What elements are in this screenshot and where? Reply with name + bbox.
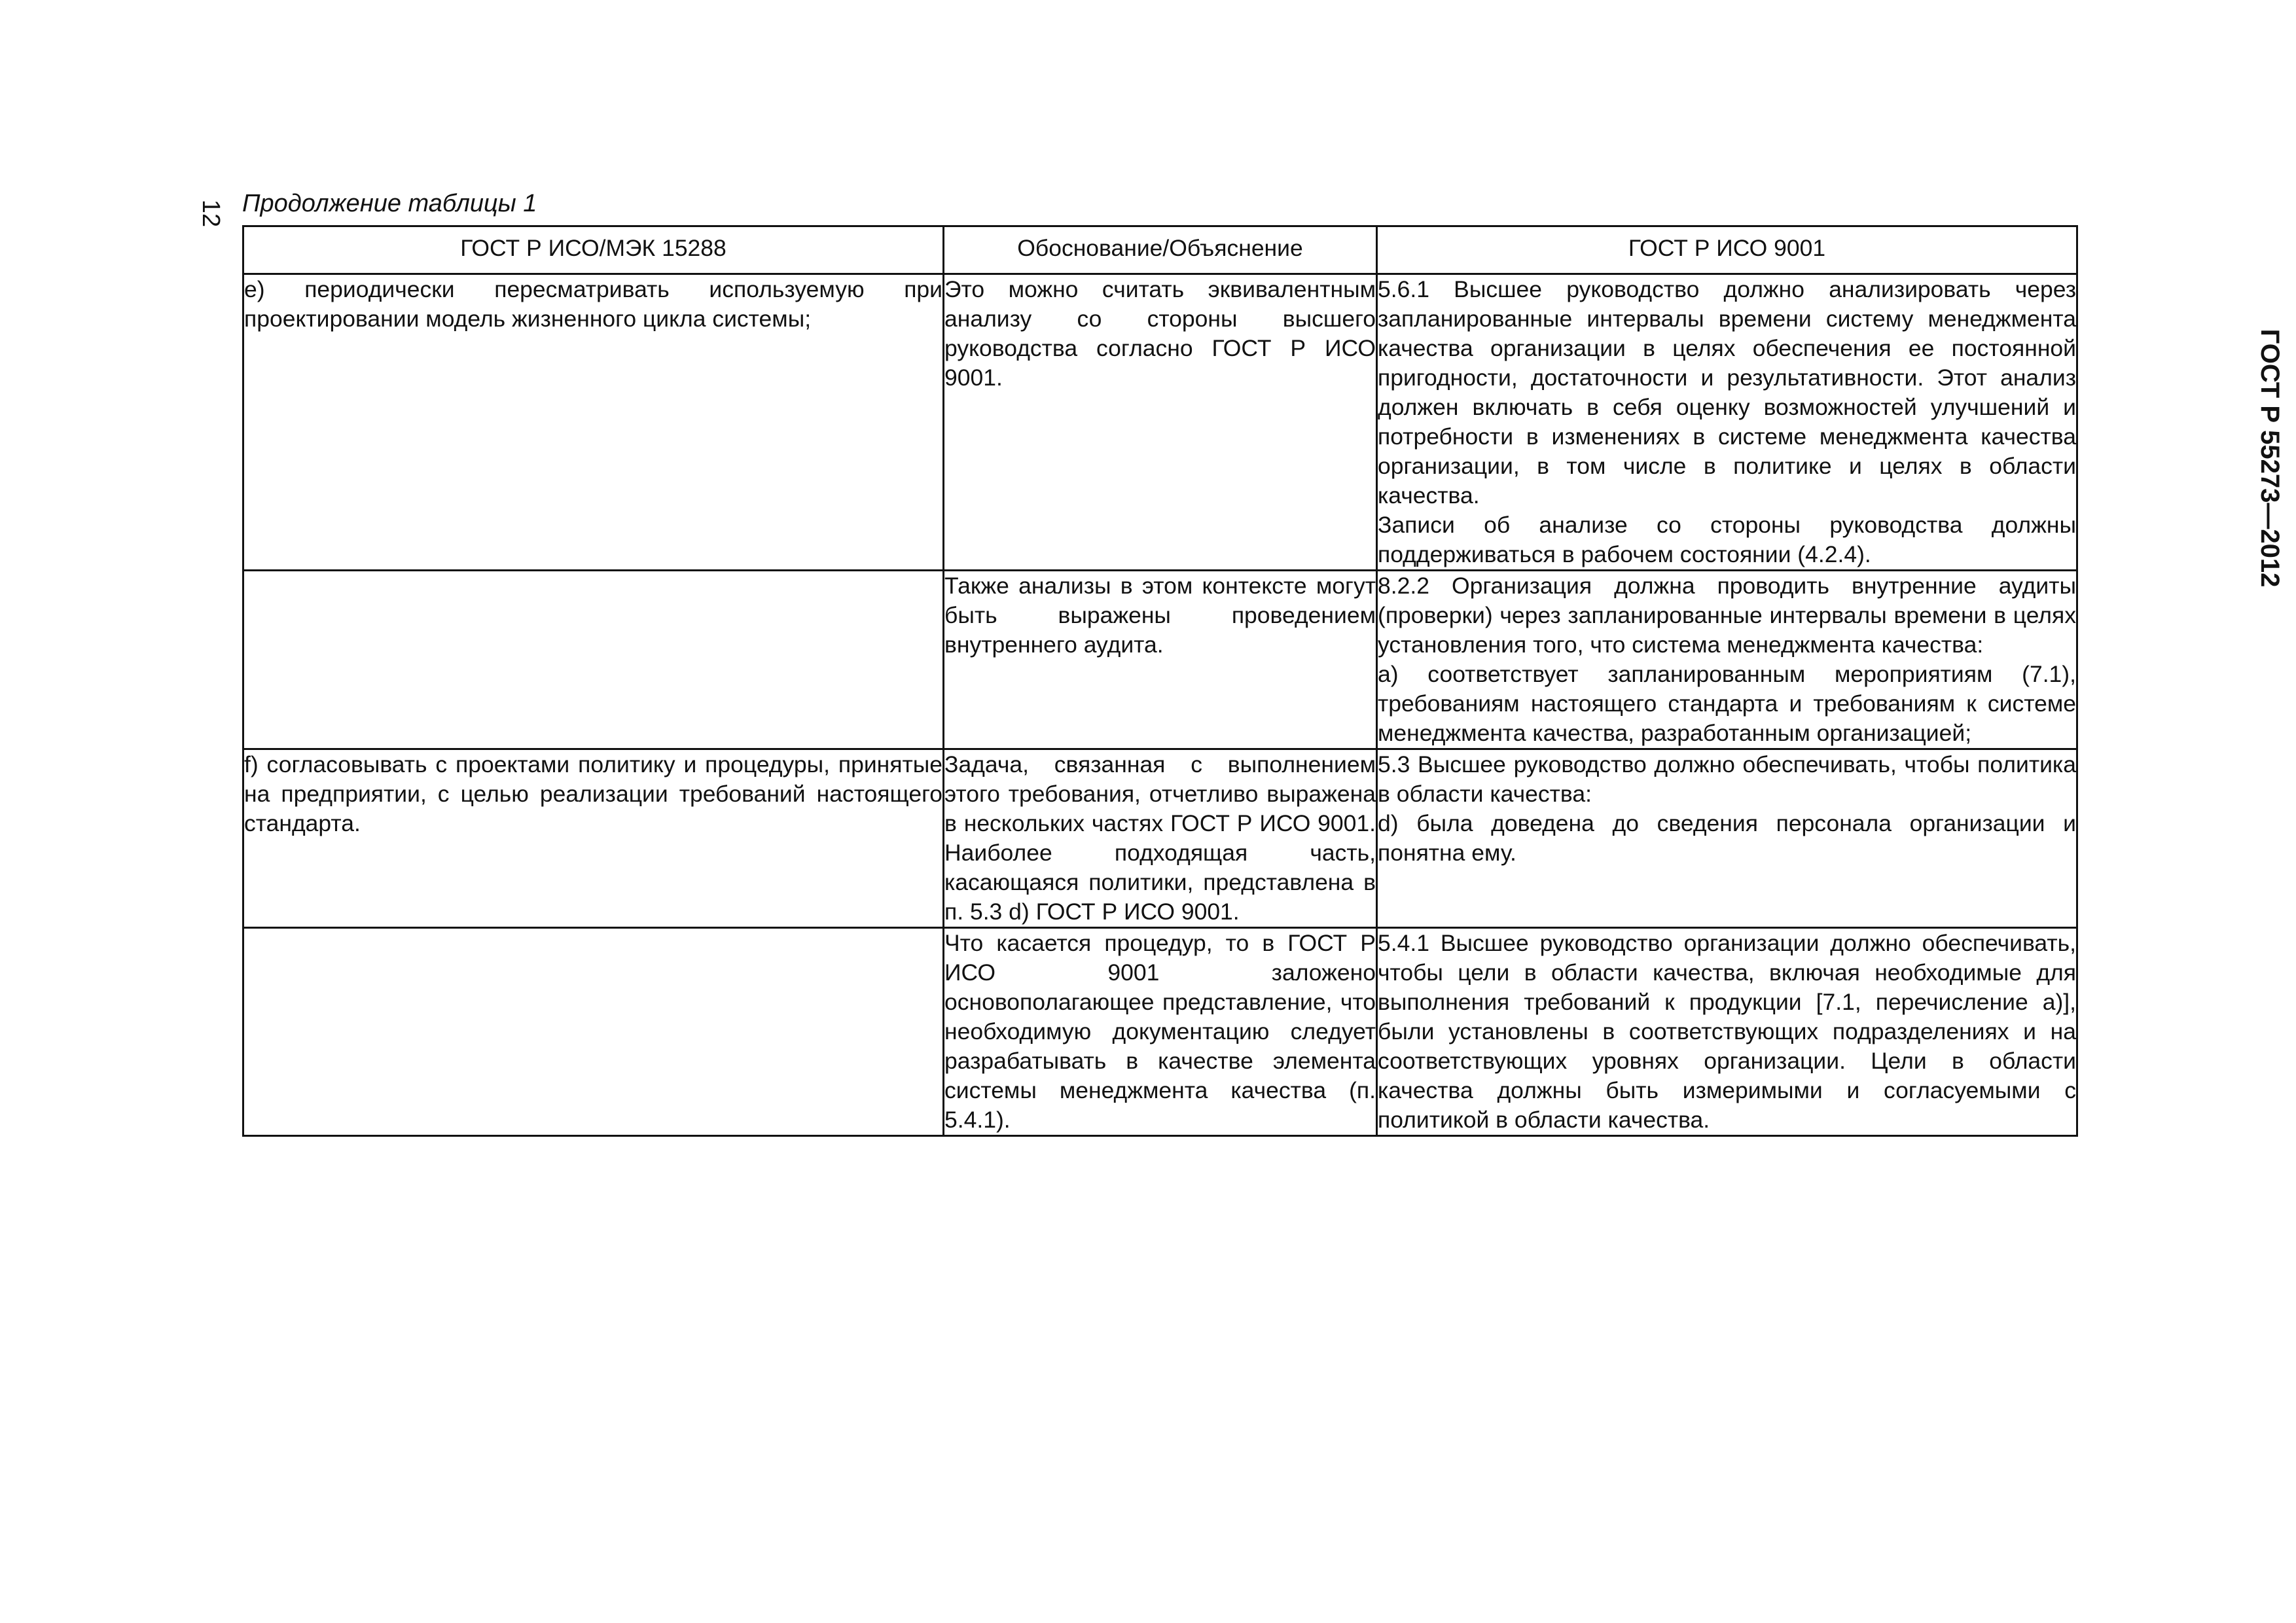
iso-9001-cell bbox=[1377, 928, 2077, 1136]
page-number: 12 bbox=[197, 199, 224, 228]
iso-9001-paragraph: d) была доведена до сведения персонала организации и понятна ему. bbox=[1378, 810, 2076, 866]
iso-9001-paragraph: 5.4.1 Высшее руководство организации должно обеспечивать, чтобы цели в области качества, включая необходимые для выполнения требований к продукции [7.1, перечисление а)], были установлены в соответствующих подразделениях и на соответствующих уровнях организации. Цели в области качества должны быть измеримыми и согласуемыми с политикой в области качества. bbox=[1378, 930, 2076, 1133]
explanation-text: Что касается процедур, то в ГОСТ Р ИСО 9001 заложено основополагающее представление, что необходимую документацию следует разрабатывать в качестве элемента системы менеджмента качества (п. 5.4.1). bbox=[944, 930, 1376, 1133]
comparison-table bbox=[242, 225, 2078, 1137]
table-row bbox=[243, 749, 2077, 928]
iso-9001-cell bbox=[1377, 749, 2077, 928]
table-row bbox=[243, 274, 2077, 571]
iso-9001-paragraph: 5.3 Высшее руководство должно обеспечивать, чтобы политика в области качества: bbox=[1378, 751, 2076, 807]
table-row bbox=[243, 571, 2077, 749]
iso-9001-paragraph: а) соответствует запланированным мероприятиям (7.1), требованиям настоящего стандарта и требованиям к системе менеджмента качества, разработанным организацией; bbox=[1378, 661, 2076, 746]
document-code: ГОСТ Р 55273—2012 bbox=[2255, 329, 2284, 588]
requirement-cell bbox=[243, 571, 944, 749]
table-header-row bbox=[243, 226, 2077, 274]
iso-9001-paragraph: Записи об анализе со стороны руководства должны поддерживаться в рабочем состоянии (4.2.4). bbox=[1378, 512, 2076, 567]
iso-9001-paragraph: 5.6.1 Высшее руководство должно анализировать через запланированные интервалы времени систему менеджмента качества организации в целях обеспечения ее постоянной пригодности, достаточности и результативности. Этот анализ должен включать в себя оценку возможностей улучшений и потребности в изменениях в системе менеджмента качества организации, в том числе в политике и целях в области качества. bbox=[1378, 276, 2076, 508]
table-row bbox=[243, 928, 2077, 1136]
iso-9001-cell bbox=[1377, 274, 2077, 571]
requirement-text: f) согласовывать с проектами политику и процедуры, принятые на предприятии, с целью реализации требований настоящего стандарта. bbox=[244, 751, 942, 836]
explanation-text: Это можно считать эквивалентным анализу со стороны высшего руководства согласно ГОСТ Р ИСО 9001. bbox=[944, 276, 1376, 391]
requirement-cell bbox=[243, 749, 944, 928]
explanation-cell bbox=[944, 571, 1377, 749]
header-justification: Обоснование/Объяснение bbox=[944, 226, 1377, 274]
header-gost-iso-iec-15288: ГОСТ Р ИСО/МЭК 15288 bbox=[243, 226, 944, 274]
iso-9001-paragraph: 8.2.2 Организация должна проводить внутренние аудиты (проверки) через запланированные интервалы времени в целях установления того, что система менеджмента качества: bbox=[1378, 573, 2076, 658]
requirement-text: e) периодически пересматривать используемую при проектировании модель жизненного цикла системы; bbox=[244, 276, 942, 332]
requirement-cell bbox=[243, 274, 944, 571]
explanation-cell bbox=[944, 749, 1377, 928]
iso-9001-cell bbox=[1377, 571, 2077, 749]
explanation-text: Также анализы в этом контексте могут быть выражены проведением внутреннего аудита. bbox=[944, 573, 1376, 658]
explanation-cell bbox=[944, 928, 1377, 1136]
explanation-text: Задача, связанная с выполнением этого требования, отчетливо выражена в нескольких частях ГОСТ Р ИСО 9001. Наиболее подходящая часть, касающаяся политики, представлена в п. 5.3 d) ГОСТ Р ИСО 9001. bbox=[944, 751, 1376, 925]
requirement-cell bbox=[243, 928, 944, 1136]
header-gost-iso-9001: ГОСТ Р ИСО 9001 bbox=[1377, 226, 2077, 274]
explanation-cell bbox=[944, 274, 1377, 571]
table-caption: Продолжение таблицы 1 bbox=[242, 190, 537, 217]
